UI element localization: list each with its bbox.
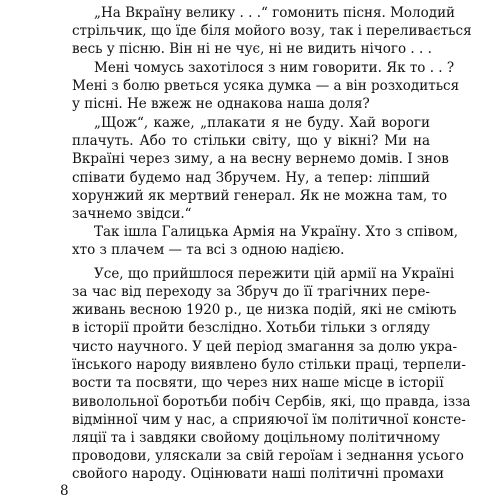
text-line: виволольної боротьби побіч Сербів, які, що правда, ізза [72, 394, 471, 410]
text-line: живань весною 1920 р., це низка подій, які не сміють [72, 302, 457, 318]
text-line: плачуть. Або то стільки світу, що у вікні? Ми на [72, 133, 430, 149]
text-line: відмінної чим у нас, а сприяючої їм політичної консте- [72, 412, 466, 428]
text-line: „Щож“, каже, „плакати я не буду. Хай вороги [94, 115, 430, 131]
text-line: Так ішла Галицька Армія на Україну. Хто з співом, [94, 224, 459, 240]
text-line: Вкраїні через зиму, а на весну вернемо домів. І знов [72, 151, 449, 167]
text-line: зачнемо звідси.“ [72, 206, 192, 222]
text-line: хто з плачем — та всі з одною надією. [72, 242, 345, 258]
text-line: за час від переходу за Збруч до її трагічних пере- [72, 284, 430, 300]
text-line: Мені з болю рветься усяка думка — а він розходиться [72, 78, 460, 94]
text-line: ляції та і завдяки свойому доцільному політичному [72, 430, 441, 446]
page-number: 8 [60, 483, 69, 499]
text-line: Мені чомусь захотілося з ним говорити. Як то . . ? [94, 60, 455, 76]
text-line: свойого народу. Оцінювати наші політичні промахи [72, 466, 444, 482]
text-line: співати будемо над Збручем. Ну, а тепер: ліпший [72, 170, 430, 186]
text-line: хорунжий як мертвий генерал. Як не можна там, то [72, 188, 448, 204]
text-line: у пісні. Не вжеж не однакова наша доля? [72, 96, 370, 112]
text-line: стрільчик, що їде біля мойого возу, так і переливається [72, 23, 472, 39]
text-line: в історії пройти безслідно. Хотьби тільки з огляду [72, 320, 431, 336]
text-line: весь у пісню. Він ні не чує, ні не видить нічого . . . [72, 41, 432, 57]
text-line: проводови, уляскали за свій героїам і зеднання усього [72, 448, 464, 464]
text-line: Усе, що прийшлося пережити цій армії на Україні [94, 266, 455, 282]
text-line: їнського народу виявлено було стільки праці, терпели- [72, 357, 466, 373]
text-line: „На Вкраїну велику . . .“ гомонить пісня. Молодий [94, 5, 456, 21]
text-line: вости та посвяти, що через них наше місце в історії [72, 375, 444, 391]
text-line: чисто научного. У цей період змагання за долю укра- [72, 339, 458, 355]
